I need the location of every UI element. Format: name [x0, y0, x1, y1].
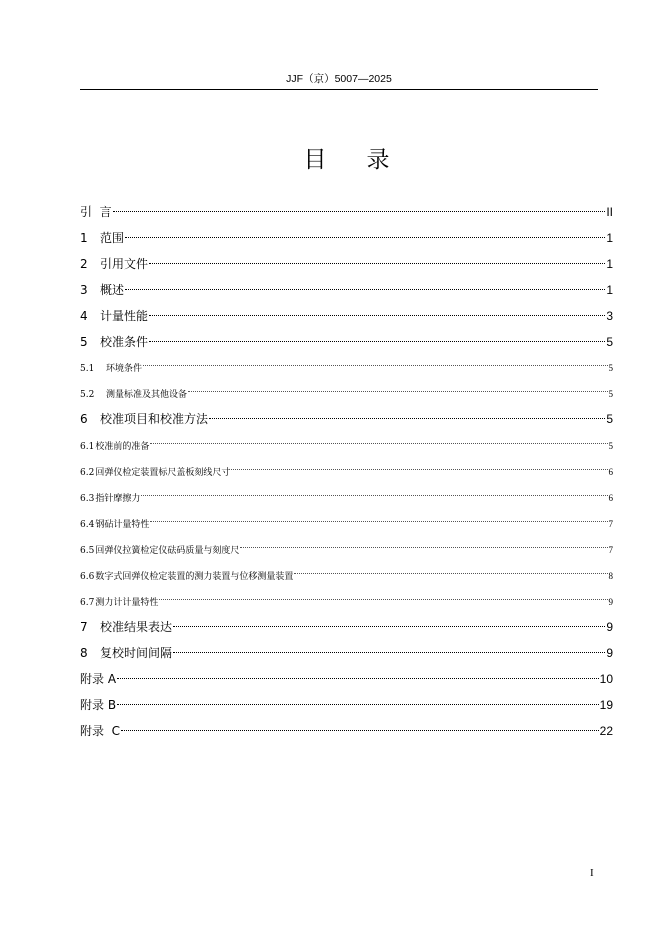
toc-entry[interactable]: [80, 587, 613, 608]
toc-dot-leader: [143, 353, 607, 371]
toc-entry-number: 2: [80, 257, 88, 271]
toc-entry[interactable]: [80, 561, 613, 582]
toc-entry-number: 6: [80, 412, 88, 426]
toc-entry[interactable]: [80, 483, 613, 504]
toc-dot-leader: [294, 561, 607, 579]
toc-entry-number: 8: [80, 646, 88, 660]
toc-entry-page: 1: [606, 283, 613, 297]
toc-entry[interactable]: [80, 665, 613, 686]
toc-entry-number: 6.2: [80, 468, 95, 478]
toc-entry-number: 6.7: [80, 598, 95, 608]
toc-dot-leader: [159, 587, 607, 605]
toc-entry[interactable]: [80, 353, 613, 374]
toc-dot-leader: [141, 483, 607, 501]
toc-entry[interactable]: [80, 250, 613, 271]
toc-entry-number: 6.4: [80, 520, 95, 530]
toc-entry[interactable]: [80, 613, 613, 634]
toc-dot-leader: [231, 457, 607, 475]
toc-entry[interactable]: [80, 639, 613, 660]
toc-entry[interactable]: [80, 535, 613, 556]
toc-entry-page: 9: [606, 620, 613, 634]
toc-entry[interactable]: [80, 198, 613, 219]
toc-entry[interactable]: [80, 276, 613, 297]
toc-dot-leader: [173, 639, 605, 657]
toc-entry-label: 指针摩擦力: [95, 494, 141, 504]
toc-dot-leader: [149, 250, 605, 268]
toc-entry-label: 附录 C: [80, 724, 121, 738]
toc-entry-page: 8: [608, 571, 613, 581]
toc-dot-leader: [113, 198, 606, 216]
toc-entry-label: 校准前的准备: [95, 442, 150, 452]
toc-dot-leader: [240, 535, 607, 553]
toc-entry-label: 概述: [100, 283, 125, 297]
toc-entry-page: 19: [599, 698, 613, 712]
toc-entry[interactable]: [80, 717, 613, 738]
toc-entry[interactable]: [80, 431, 613, 452]
toc-entry-page: 5: [608, 441, 613, 451]
toc-entry-page: 7: [608, 519, 613, 529]
toc-dot-leader: [125, 224, 605, 242]
toc-entry[interactable]: [80, 302, 613, 323]
toc-entry-label: 附录 A: [80, 672, 117, 686]
toc-entry-label: 校准条件: [100, 335, 149, 349]
toc-entry-page: 6: [608, 467, 613, 477]
toc-entry-page: II: [606, 205, 613, 219]
toc-entry[interactable]: [80, 379, 613, 400]
toc-dot-leader: [173, 613, 605, 631]
toc-entry[interactable]: [80, 457, 613, 478]
toc-entry-page: 7: [608, 545, 613, 555]
header-divider: [80, 89, 598, 90]
toc-dot-leader: [149, 328, 605, 346]
toc-dot-leader: [150, 509, 607, 527]
toc-entry-number: 7: [80, 620, 88, 634]
toc-entry-label: 计量性能: [100, 309, 149, 323]
toc-entry-page: 6: [608, 493, 613, 503]
toc-dot-leader: [150, 431, 607, 449]
toc-entry-label: 环境条件: [106, 364, 143, 374]
page-number: I: [590, 867, 594, 879]
toc-entry-number: 6.6: [80, 572, 95, 582]
toc-entry-label: 校准项目和校准方法: [100, 412, 209, 426]
toc-entry-page: 3: [606, 309, 613, 323]
toc-entry-page: 5: [608, 363, 613, 373]
toc-entry-page: 9: [608, 597, 613, 607]
toc-entry-label: 回弹仪拉簧检定仪砝码质量与刻度尺: [95, 546, 240, 556]
toc-entry[interactable]: [80, 328, 613, 349]
toc-dot-leader: [117, 665, 599, 683]
toc-dot-leader: [149, 302, 605, 320]
toc-entry-page: 1: [606, 257, 613, 271]
toc-dot-leader: [209, 405, 605, 423]
toc-entry-page: 22: [599, 724, 613, 738]
toc-entry[interactable]: [80, 509, 613, 530]
toc-entry-number: 4: [80, 309, 88, 323]
toc-entry-number: 6.5: [80, 546, 95, 556]
toc-entry-number: 5.1: [80, 364, 95, 374]
toc-entry-label: 测量标准及其他设备: [106, 390, 188, 400]
toc-entry-number: 6.1: [80, 442, 95, 452]
toc-entry-label: 回弹仪检定装置标尺盖板刻线尺寸: [95, 468, 231, 478]
toc-entry-label: 测力计计量特性: [95, 598, 159, 608]
toc-entry-number: 6.3: [80, 494, 95, 504]
toc-entry-number: 1: [80, 231, 88, 245]
toc-entry-page: 5: [606, 412, 613, 426]
toc-entry-label: 范围: [100, 231, 125, 245]
toc-title: 目录: [303, 147, 430, 173]
toc-entry-number: 引 言: [80, 205, 112, 219]
toc-entry-label: 钢砧计量特性: [95, 520, 150, 530]
toc-dot-leader: [125, 276, 605, 294]
toc-dot-leader: [188, 379, 607, 397]
toc-entry-label: 校准结果表达: [100, 620, 173, 634]
toc-entry-page: 10: [599, 672, 613, 686]
toc-entry-label: 数字式回弹仪检定装置的测力装置与位移测量装置: [95, 572, 294, 582]
toc-dot-leader: [117, 691, 599, 709]
toc-entry-label: 复校时间间隔: [100, 646, 173, 660]
toc-entry-label: 附录 B: [80, 698, 117, 712]
toc-entry-number: 5.2: [80, 390, 95, 400]
toc-entry-page: 9: [606, 646, 613, 660]
toc-entry-page: 1: [606, 231, 613, 245]
toc-entry[interactable]: [80, 224, 613, 245]
toc-entry-page: 5: [608, 389, 613, 399]
toc-entry-label: 引用文件: [100, 257, 149, 271]
page-header-standard-code: JJF（京）5007—2025: [286, 73, 392, 85]
toc-entry[interactable]: [80, 405, 613, 426]
toc-entry-page: 5: [606, 335, 613, 349]
toc-dot-leader: [121, 717, 599, 735]
toc-entry-number: 3: [80, 283, 88, 297]
toc-entry-number: 5: [80, 335, 88, 349]
toc-entry[interactable]: [80, 691, 613, 712]
